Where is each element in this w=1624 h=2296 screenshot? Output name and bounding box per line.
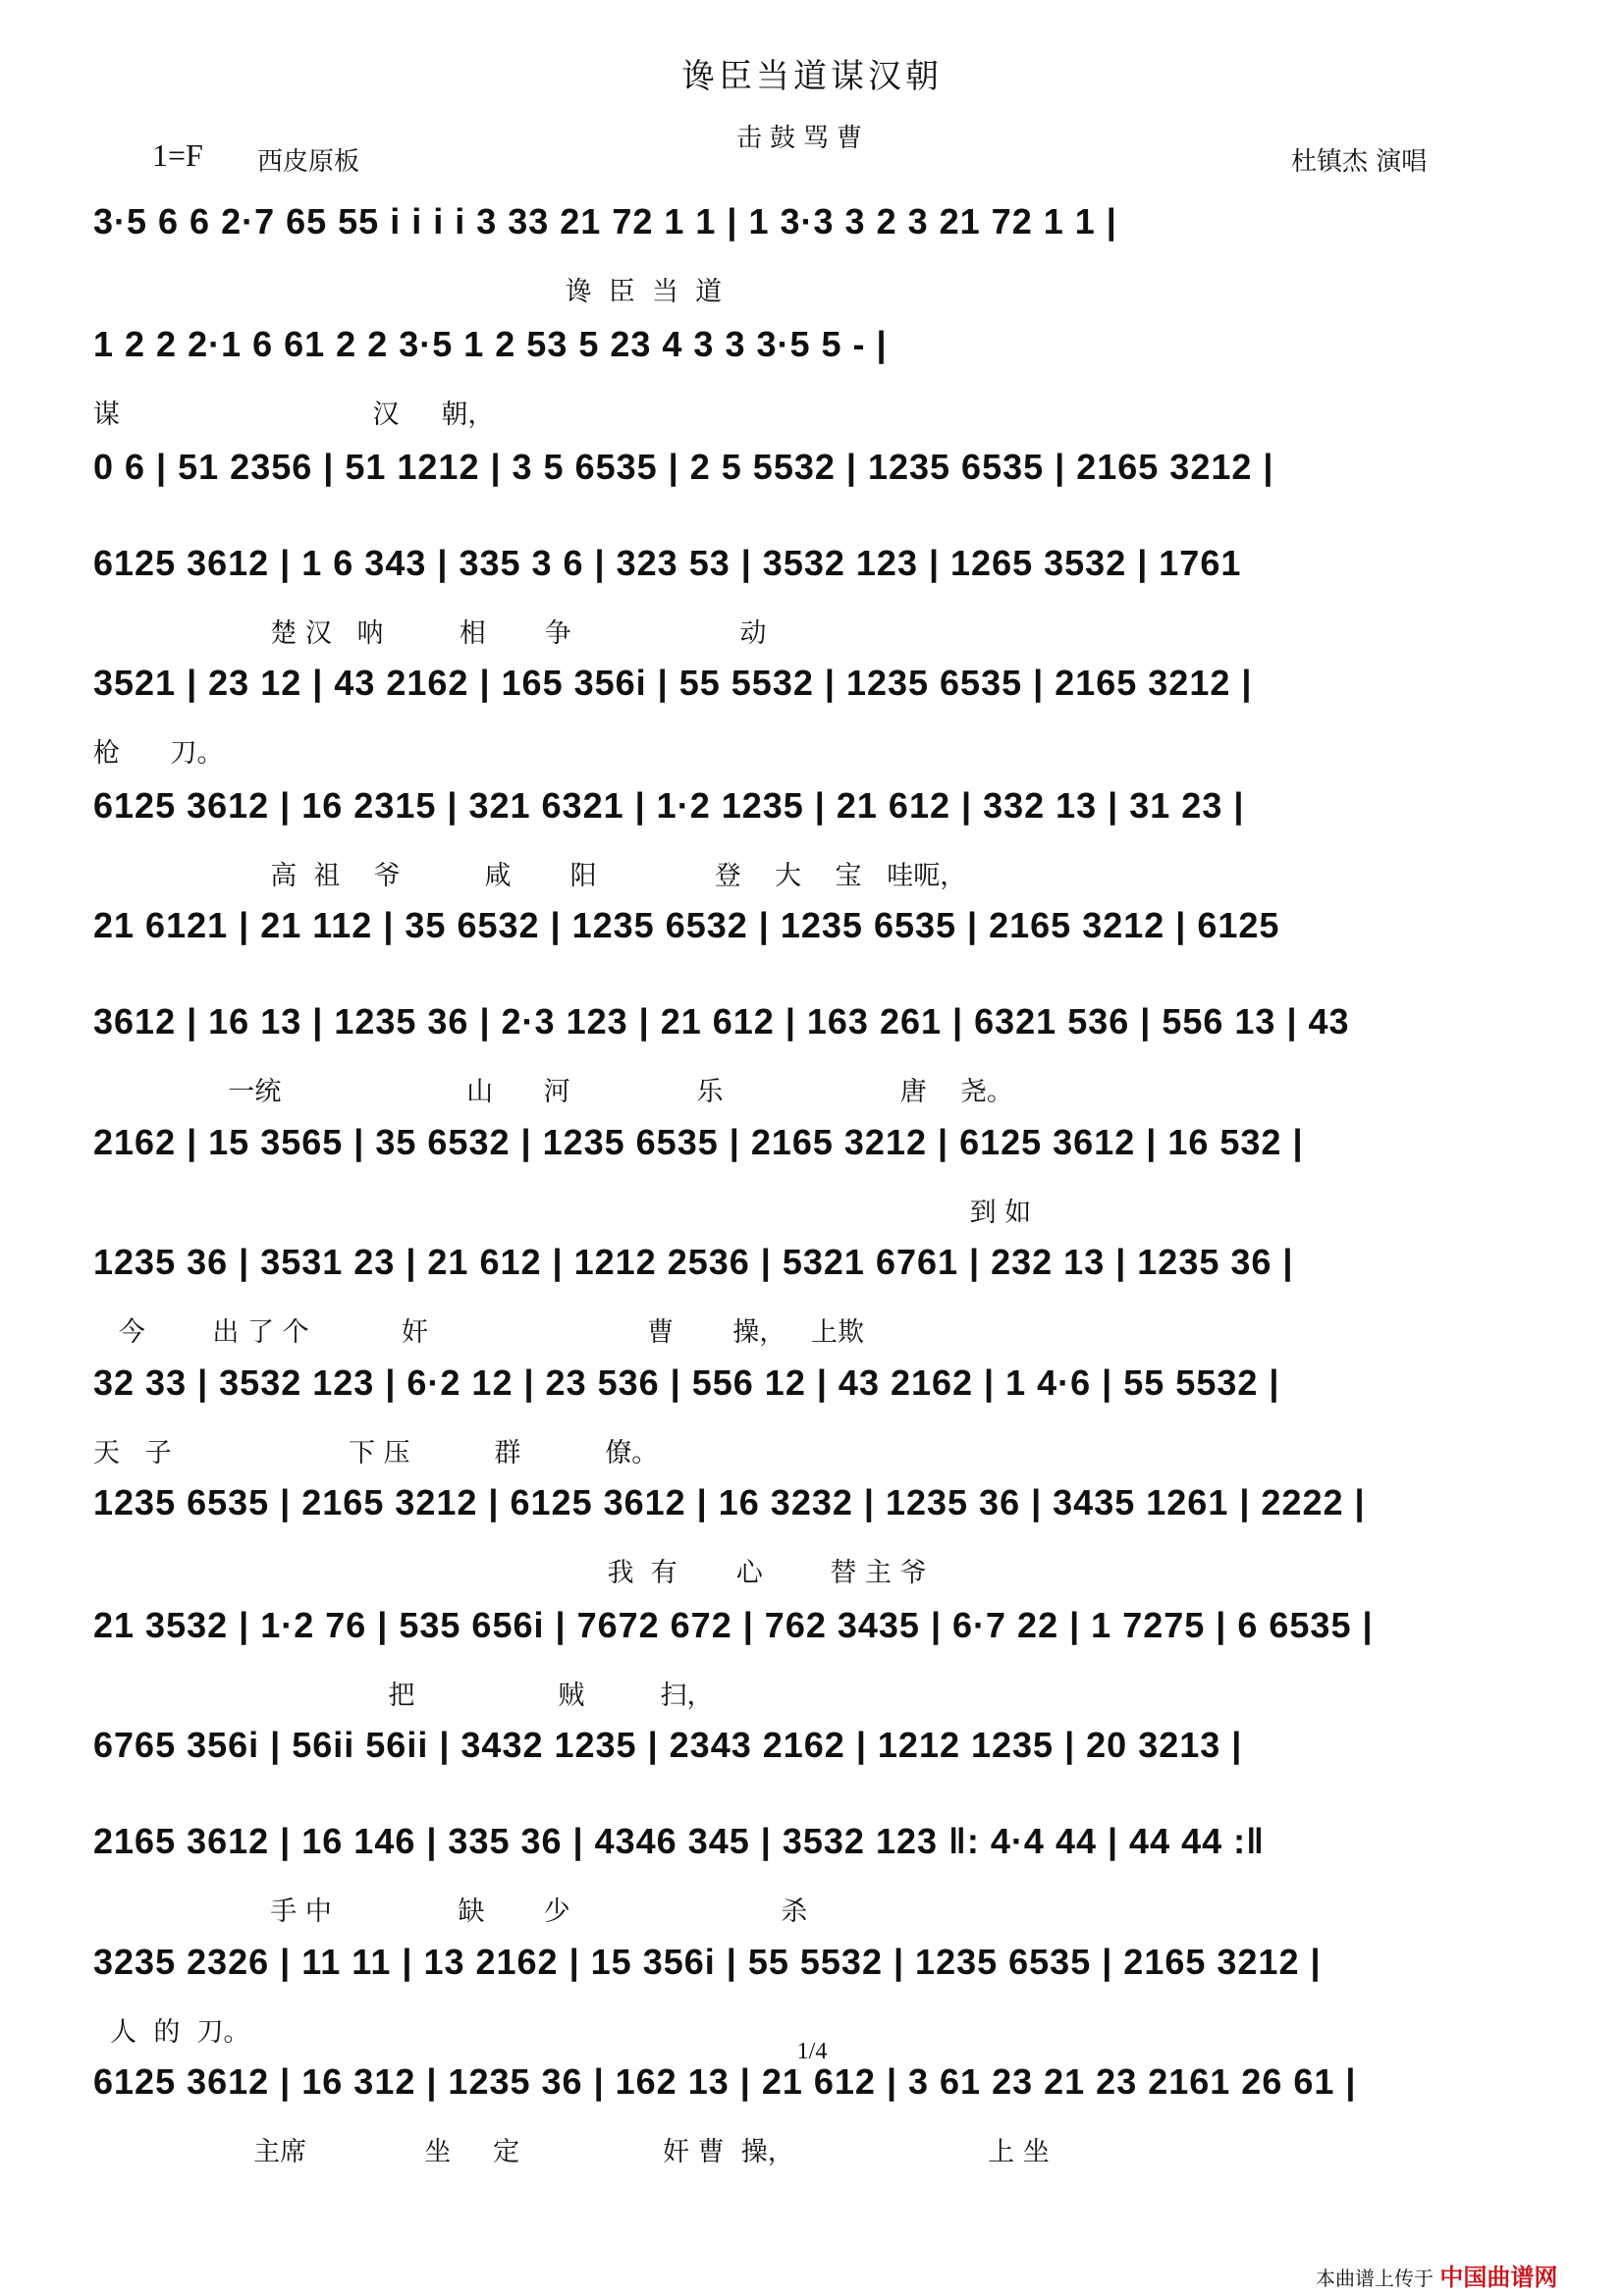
lyrics-line: 到 如	[93, 1198, 1032, 1228]
lyrics-line: 楚 汉 呐 相 争 动	[93, 618, 767, 649]
notation-line: 2165 3612 | 16 146 | 335 36 | 4346 345 | 3532 123 ‖: 4·4 44 | 44 44 :‖	[93, 1821, 1266, 1861]
lyrics-line: 天 子 下 压 群 僚。	[93, 1438, 659, 1468]
notation-line: 21 6121 | 21 112 | 35 6532 | 1235 6532 | 1235 6535 | 2165 3212 | 6125	[93, 905, 1280, 945]
notation-line: 6125 3612 | 16 312 | 1235 36 | 162 13 | 21 612 | 3 61 23 21 23 2161 26 61 |	[93, 2061, 1357, 2102]
lyrics-line: 主席 坐 定 奸 曹 操， 上 坐	[93, 2137, 1050, 2167]
key-signature: 1=F	[152, 137, 203, 173]
lyrics-line: 把 贼 扫，	[93, 1681, 714, 1711]
opera-subtitle: 击鼓骂曹	[736, 124, 871, 153]
lyrics-line: 谋 汉 朝，	[93, 400, 495, 430]
lyrics-line: 我 有 心 替 主 爷	[93, 1558, 927, 1588]
notation-line: 2162 | 15 3565 | 35 6532 | 1235 6535 | 2165 3212 | 6125 3612 | 16 532 |	[93, 1122, 1304, 1162]
lyrics-line: 手 中 缺 少 杀	[93, 1896, 808, 1927]
notation-line: 32 33 | 3532 123 | 6·2 12 | 23 536 | 556 12 | 43 2162 | 1 4·6 | 55 5532 |	[93, 1362, 1280, 1403]
page-number: 1/4	[796, 2039, 828, 2064]
notation-line: 3235 2326 | 11 11 | 13 2162 | 15 356i | 55 5532 | 1235 6535 | 2165 3212 |	[93, 1942, 1322, 1982]
tempo-mode: 西皮原板	[257, 147, 360, 177]
notation-line: 3·5 6 6 2·7 65 55 i i i i 3 33 21 72 1 1 | 1 3·3 3 2 3 21 72 1 1 |	[93, 201, 1117, 241]
footer-credit	[1316, 2258, 1557, 2292]
notation-line: 3521 | 23 12 | 43 2162 | 165 356i | 55 5532 | 1235 6535 | 2165 3212 |	[93, 663, 1253, 703]
notation-line: 1 2 2 2·1 6 61 2 2 3·5 1 2 53 5 23 4 3 3 3·5 5 - |	[93, 324, 888, 364]
notation-line: 21 3532 | 1·2 76 | 535 656i | 7672 672 | 762 3435 | 6·7 22 | 1 7275 | 6 6535 |	[93, 1605, 1374, 1645]
notation-line: 1235 6535 | 2165 3212 | 6125 3612 | 16 3232 | 1235 36 | 3435 1261 | 2222 |	[93, 1482, 1366, 1522]
lyrics-line: 谗 臣 当 道	[93, 277, 723, 307]
notation-line: 0 6 | 51 2356 | 51 1212 | 3 5 6535 | 2 5 5532 | 1235 6535 | 2165 3212 |	[93, 447, 1274, 487]
site-logo-text[interactable]: 中国曲谱网	[1439, 2264, 1558, 2291]
notation-line: 1235 36 | 3531 23 | 21 612 | 1212 2536 | 5321 6761 | 232 13 | 1235 36 |	[93, 1242, 1294, 1282]
page-title: 谗臣当道谋汉朝	[681, 57, 943, 96]
notation-line: 6765 356i | 56ii 56ii | 3432 1235 | 2343 2162 | 1212 1235 | 20 3213 |	[93, 1725, 1243, 1765]
lyrics-line: 高 祖 爷 咸 阳 登 大 宝 哇呃，	[93, 861, 967, 891]
footer-text: 本曲谱上传于	[1316, 2267, 1434, 2290]
notation-line: 3612 | 16 13 | 1235 36 | 2·3 123 | 21 612 | 163 261 | 6321 536 | 556 13 | 43	[93, 1001, 1350, 1041]
lyrics-line: 一统 山 河 乐 唐 尧。	[93, 1077, 1013, 1107]
notation-line: 6125 3612 | 16 2315 | 321 6321 | 1·2 1235 | 21 612 | 332 13 | 31 23 |	[93, 785, 1245, 826]
lyrics-line: 人 的 刀。	[93, 2017, 250, 2048]
notation-line: 6125 3612 | 1 6 343 | 335 3 6 | 323 53 | 3532 123 | 1265 3532 | 1761	[93, 543, 1242, 583]
lyrics-line: 枪 刀。	[93, 738, 224, 769]
performer-credit: 杜镇杰 演唱	[1291, 147, 1428, 177]
lyrics-line: 今 出 了 个 奸 曹 操， 上欺	[93, 1317, 864, 1348]
